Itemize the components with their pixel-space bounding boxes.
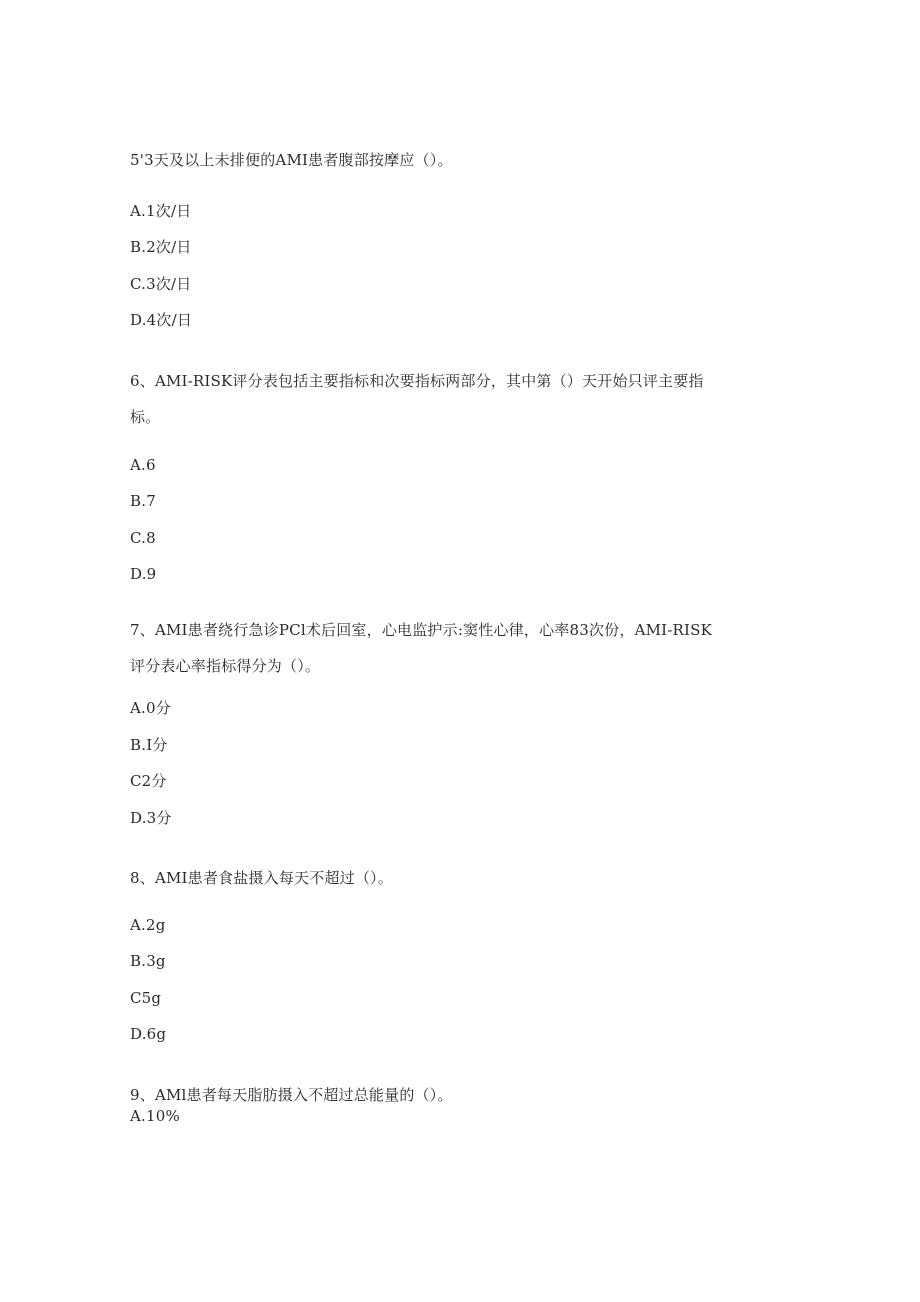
- question-6-stem-line-2: 标。: [130, 408, 161, 426]
- question-6-stem-line-1: 6、AMI-RISK评分表包括主要指标和次要指标两部分，其中第（）天开始只评主要指: [130, 372, 704, 390]
- question-8-option-b: B.3g: [130, 952, 166, 970]
- question-8-stem-line-1: 8、AMI患者食盐摄入每天不超过（）。: [130, 869, 393, 887]
- question-7-option-c: C2分: [130, 772, 167, 790]
- question-5-option-b: B.2次/日: [130, 238, 192, 256]
- question-6-option-c: C.8: [130, 529, 156, 547]
- question-7-option-d: D.3分: [130, 809, 172, 827]
- question-6-option-b: B.7: [130, 492, 156, 510]
- question-7-option-b: B.I分: [130, 736, 168, 754]
- question-6-option-a: A.6: [130, 456, 156, 474]
- question-7-stem-line-1: 7、AMI患者绕行急诊PCl术后回室，心电监护示:窦性心律，心率83次份，AMI-RISK: [130, 621, 713, 639]
- question-8-option-a: A.2g: [130, 916, 166, 934]
- question-5-option-a: A.1次/日: [130, 202, 192, 220]
- question-6-option-d: D.9: [130, 565, 157, 583]
- question-5-option-c: C.3次/日: [130, 275, 192, 293]
- question-9-stem-line-1: 9、AMl患者每天脂肪摄入不超过总能量的（）。: [130, 1086, 453, 1104]
- question-5-stem-line-1: 5'3天及以上未排便的AMI患者腹部按摩应（）。: [130, 151, 453, 169]
- question-7-option-a: A.0分: [130, 699, 171, 717]
- question-5-option-d: D.4次/日: [130, 311, 193, 329]
- question-7-stem-line-2: 评分表心率指标得分为（）。: [130, 657, 321, 675]
- question-8-option-c: C5g: [130, 989, 162, 1007]
- question-8-option-d: D.6g: [130, 1025, 167, 1043]
- question-9-option-a: A.10%: [130, 1107, 180, 1125]
